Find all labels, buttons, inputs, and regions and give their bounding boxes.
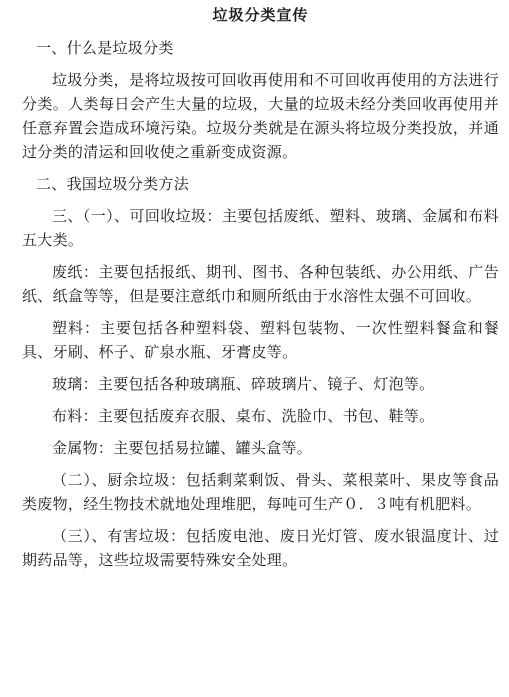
paragraph-glass: 玻璃：主要包括各种玻璃瓶、碎玻璃片、镜子、灯泡等。 [52,375,435,393]
paragraph-fabric: 布料：主要包括废弃衣服、桌布、洗脸巾、书包、鞋等。 [52,407,435,425]
document-title: 垃圾分类宣传 [212,6,309,24]
paragraph-kitchen-waste: （二）、厨余垃圾：包括剩菜剩饭、骨头、菜根菜叶、果皮等食品类废物，经生物技术就地处理堆肥，每吨可生产０．３吨有机肥料。 [22,471,499,513]
paragraph-plastic: 塑料：主要包括各种塑料袋、塑料包装物、一次性塑料餐盒和餐具、牙刷、杯子、矿泉水瓶、牙膏皮等。 [22,319,499,361]
section-heading-methods: 二、我国垃圾分类方法 [36,175,190,193]
paragraph-definition: 垃圾分类，是将垃圾按可回收再使用和不可回收再使用的方法进行分类。人类每日会产生大量的垃圾，大量的垃圾未经分类回收再使用并任意弃置会造成环境污染。垃圾分类就是在源头将垃圾分类投放，并通过分类的清运和回收使之重新变成资源。 [22,71,499,161]
paragraph-recyclable: 三、（一）、可回收垃圾：主要包括废纸、塑料、玻璃、金属和布料五大类。 [22,207,499,249]
paragraph-hazardous-waste: （三）、有害垃圾：包括废电池、废日光灯管、废水银温度计、过期药品等，这些垃圾需要特殊安全处理。 [22,527,499,569]
paragraph-paper: 废纸：主要包括报纸、期刊、图书、各种包装纸、办公用纸、广告纸、纸盒等等，但是要注意纸巾和厕所纸由于水溶性太强不可回收。 [22,263,499,305]
paragraph-metal: 金属物：主要包括易拉罐、罐头盒等。 [52,439,313,457]
section-heading-what-is: 一、什么是垃圾分类 [36,39,174,57]
